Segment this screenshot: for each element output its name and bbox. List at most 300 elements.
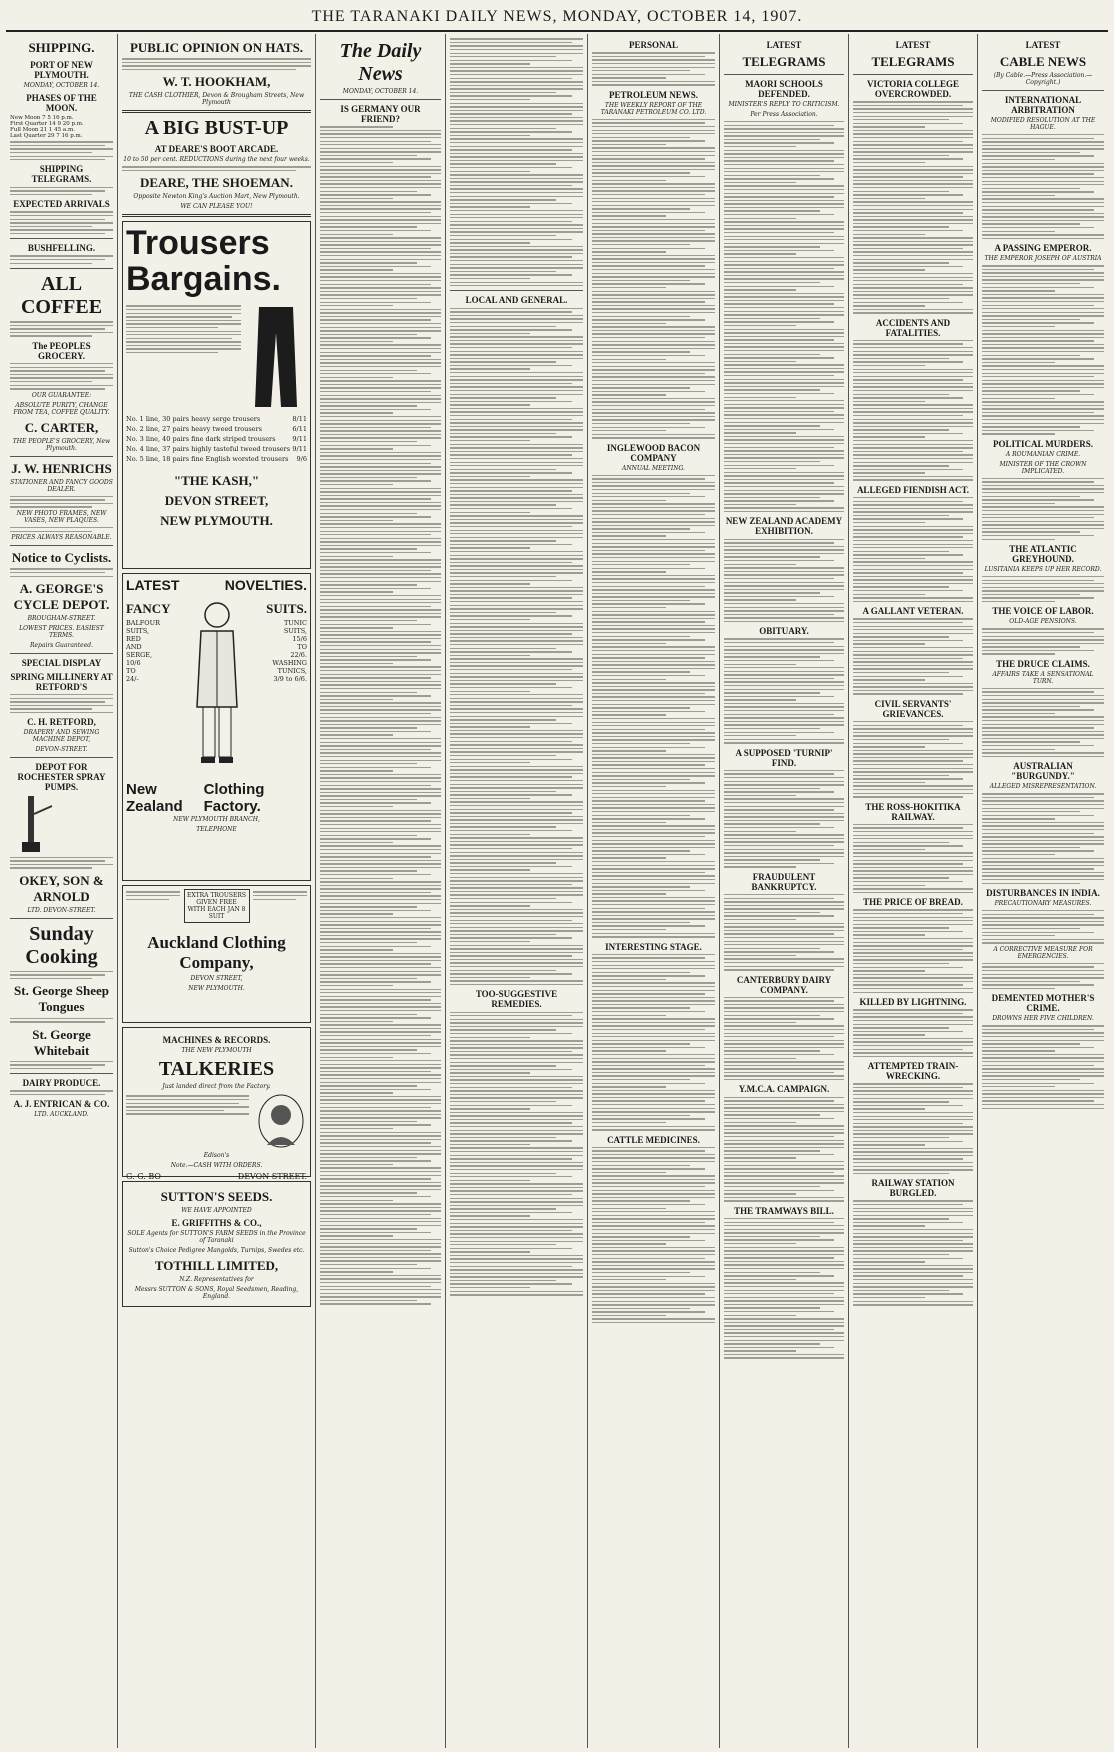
text-line — [982, 152, 1080, 153]
telegrams-heading: TELEGRAMS — [871, 54, 955, 69]
druce-text — [982, 688, 1104, 757]
text-line — [320, 584, 417, 585]
editorial-title: The Daily News — [339, 40, 422, 85]
text-line — [982, 636, 1104, 637]
text-line — [450, 941, 530, 942]
moon-row: Last Quarter 29 7 16 p.m. — [10, 133, 83, 139]
text-line — [853, 187, 973, 188]
text-line — [320, 1082, 441, 1083]
text-line — [853, 576, 973, 577]
text-line — [320, 1293, 441, 1294]
text-line — [450, 217, 583, 218]
text-line — [982, 850, 1094, 851]
text-line — [450, 945, 583, 946]
text-line — [450, 1233, 583, 1234]
text-line — [592, 990, 715, 991]
text-line — [320, 1178, 431, 1179]
text-line — [853, 1258, 963, 1259]
text-line — [320, 956, 441, 957]
text-line — [320, 466, 441, 467]
text-line — [982, 1061, 1104, 1062]
text-line — [853, 1083, 973, 1084]
text-line — [724, 225, 844, 226]
text-line — [450, 1108, 530, 1109]
text-line — [592, 67, 715, 68]
text-line — [982, 227, 1094, 228]
text-line — [853, 732, 973, 733]
prices-reasonable: PRICES ALWAYS REASONABLE. — [11, 534, 112, 542]
text-line — [853, 426, 973, 427]
text-line — [853, 444, 973, 445]
text-line — [853, 554, 963, 555]
text-line — [592, 194, 705, 195]
text-line — [320, 985, 393, 986]
text-line — [853, 404, 973, 405]
text-line — [724, 784, 844, 785]
text-line — [853, 526, 973, 527]
special-display: SPECIAL DISPLAY — [21, 657, 102, 668]
text-line — [853, 601, 973, 602]
text-line — [592, 1061, 715, 1062]
text-line — [592, 768, 715, 769]
text-line — [853, 547, 973, 548]
text-line — [724, 497, 820, 498]
and-label: AND — [126, 643, 142, 652]
text-line — [320, 863, 441, 864]
text-line — [724, 368, 844, 369]
extra-trousers-box: EXTRA TROUSERS GIVEN FREE WITH EACH JAN 8 SUIT — [184, 889, 250, 923]
text-line — [320, 967, 441, 968]
text-line — [982, 699, 1104, 700]
text-line — [320, 570, 431, 571]
text-line — [450, 88, 583, 89]
text-line — [724, 919, 796, 920]
text-line — [724, 901, 844, 902]
text-line — [853, 462, 973, 463]
text-line — [450, 1137, 556, 1138]
text-line — [450, 308, 583, 309]
text-line — [724, 1286, 844, 1287]
text-line — [724, 1097, 844, 1098]
text-line — [982, 488, 1104, 489]
personal-text — [592, 52, 715, 86]
text-line — [320, 309, 441, 310]
text-line — [592, 1161, 715, 1162]
text-line — [320, 731, 431, 732]
text-line — [853, 312, 973, 313]
text-line — [853, 1208, 973, 1209]
text-line — [724, 1068, 844, 1069]
text-line — [982, 163, 1104, 164]
text-line — [450, 1180, 530, 1181]
text-line — [592, 611, 715, 612]
text-line — [450, 85, 583, 86]
text-line — [592, 369, 715, 370]
text-line — [724, 798, 844, 799]
romanian-sub: A ROUMANIAN CRIME. — [1005, 450, 1081, 458]
text-line — [320, 198, 393, 199]
text-line — [450, 916, 583, 917]
text-line — [853, 347, 973, 348]
text-line — [724, 1186, 820, 1187]
text-line — [853, 133, 973, 134]
text-line — [592, 1258, 705, 1259]
text-line — [724, 724, 844, 725]
price-value: 9/11 — [292, 435, 307, 444]
text-line — [853, 386, 973, 387]
text-line — [592, 1222, 705, 1223]
text-line — [450, 224, 583, 225]
text-line — [853, 379, 963, 380]
talkeries-sub: Just landed direct from the Factory. — [162, 1083, 271, 1091]
text-line — [592, 258, 715, 259]
text-line — [592, 158, 705, 159]
brougham-street: BROUGHAM-STREET. — [27, 614, 96, 622]
text-line — [982, 496, 1080, 497]
text-line — [450, 185, 572, 186]
text-line — [982, 373, 1104, 374]
guarantee: OUR GUARANTEE: — [31, 391, 92, 399]
text-line — [592, 693, 705, 694]
text-line — [724, 802, 844, 803]
text-line — [724, 664, 796, 665]
text-line — [853, 942, 973, 943]
text-line — [853, 1279, 973, 1280]
text-line — [724, 1247, 844, 1248]
text-line — [982, 808, 1104, 809]
text-line — [450, 386, 583, 387]
text-line — [450, 809, 583, 810]
text-line — [450, 390, 583, 391]
text-line — [724, 1232, 844, 1233]
entrican-sub: LTD. AUCKLAND. — [34, 1111, 89, 1119]
text-line — [592, 1075, 715, 1076]
text-line — [853, 583, 973, 584]
text-line — [724, 781, 844, 782]
text-line — [724, 125, 834, 126]
text-line — [853, 1229, 973, 1230]
text-line — [724, 307, 844, 308]
text-line — [592, 979, 666, 980]
text-line — [592, 729, 705, 730]
text-line — [724, 1050, 820, 1051]
text-line — [592, 507, 715, 508]
text-line — [853, 1297, 925, 1298]
tothill-sub: N.Z. Representatives for — [179, 1276, 254, 1284]
text-line — [320, 1046, 441, 1047]
text-line — [450, 909, 583, 910]
text-line — [724, 171, 844, 172]
text-line — [320, 516, 431, 517]
text-line — [724, 710, 844, 711]
text-line — [724, 1254, 844, 1255]
text-line — [450, 347, 572, 348]
text-line — [853, 633, 973, 634]
text-line — [853, 1101, 949, 1102]
text-line — [853, 1290, 949, 1291]
text-line — [450, 834, 530, 835]
text-line — [320, 230, 431, 231]
novelties-label: NOVELTIES. — [224, 577, 307, 594]
text-line — [450, 333, 530, 334]
text-line — [450, 239, 572, 240]
text-line — [592, 1093, 715, 1094]
text-line — [592, 811, 715, 812]
text-line — [724, 1311, 834, 1312]
train-heading: ATTEMPTED TRAIN-WRECKING. — [867, 1061, 959, 1082]
text-line — [450, 912, 583, 913]
text-line — [450, 1215, 530, 1216]
text-line — [592, 510, 715, 511]
text-line — [724, 461, 820, 462]
text-line — [320, 996, 441, 997]
text-line — [724, 1340, 844, 1341]
text-line — [853, 626, 973, 627]
text-line — [320, 953, 441, 954]
text-line — [592, 886, 690, 887]
text-line — [853, 1112, 973, 1113]
text-line — [592, 543, 715, 544]
text-line — [853, 365, 925, 366]
text-line — [592, 348, 715, 349]
text-line — [320, 1189, 441, 1190]
text-line — [320, 1182, 441, 1183]
labor-heading: THE VOICE OF LABOR. — [992, 606, 1094, 617]
station-text — [853, 1200, 973, 1305]
text-line — [320, 169, 441, 170]
text-line — [982, 716, 1104, 717]
text-line — [592, 832, 715, 833]
canterbury-text — [724, 997, 844, 1081]
text-line — [592, 528, 690, 529]
text-line — [450, 966, 583, 967]
text-line — [450, 372, 583, 373]
text-line — [320, 1275, 441, 1276]
text-line — [724, 268, 834, 269]
text-line — [853, 654, 973, 655]
india-heading: DISTURBANCES IN INDIA. — [986, 888, 1100, 899]
text-line — [982, 727, 1094, 728]
burgundy-heading: AUSTRALIAN "BURGUNDY." — [1011, 761, 1075, 782]
text-line — [450, 397, 556, 398]
text-line — [853, 963, 949, 964]
text-line — [982, 734, 1104, 735]
text-line — [450, 1062, 583, 1063]
text-line — [853, 735, 973, 736]
text-line — [592, 308, 715, 309]
text-line — [853, 1211, 973, 1212]
text-line — [982, 653, 1055, 654]
text-line — [450, 53, 583, 54]
text-line — [320, 1103, 441, 1104]
text-line — [320, 835, 417, 836]
deare-name: DEARE, THE SHOEMAN. — [140, 175, 293, 191]
text-line — [320, 330, 441, 331]
text-line — [320, 992, 441, 993]
text-line — [982, 745, 1094, 746]
text-line — [724, 1350, 796, 1351]
text-line — [320, 380, 441, 381]
text-line — [592, 1283, 715, 1284]
text-line — [853, 201, 973, 202]
newspaper-page — [6, 4, 1108, 1748]
text-line — [724, 1243, 796, 1244]
text-line — [853, 1261, 925, 1262]
text-line — [320, 1035, 431, 1036]
text-line — [320, 999, 431, 1000]
text-line — [320, 713, 431, 714]
druce-heading: THE DRUCE CLAIMS. — [996, 658, 1090, 669]
text-line — [320, 491, 441, 492]
text-line — [320, 398, 441, 399]
text-line — [853, 842, 949, 843]
text-line — [982, 756, 1104, 757]
suttons-seeds-ad — [122, 1181, 311, 1307]
text-line — [853, 934, 925, 935]
text-line — [853, 1283, 973, 1284]
okey-sub: LTD. DEVON-STREET. — [27, 906, 96, 914]
text-line — [592, 1304, 715, 1305]
text-line — [853, 949, 963, 950]
text-line — [320, 1114, 441, 1115]
text-line — [724, 350, 844, 351]
text-line — [982, 939, 1104, 940]
text-line — [592, 63, 715, 64]
text-line — [853, 1130, 973, 1131]
text-line — [592, 373, 705, 374]
text-line — [724, 1004, 844, 1005]
text-line — [320, 1192, 417, 1193]
text-line — [450, 340, 583, 341]
text-line — [320, 420, 441, 421]
text-line — [724, 777, 844, 778]
text-line — [320, 706, 441, 707]
text-line — [853, 1126, 973, 1127]
text-line — [592, 405, 715, 406]
text-line — [982, 702, 1104, 703]
text-line — [320, 541, 441, 542]
text-line — [450, 56, 556, 57]
text-line — [853, 661, 973, 662]
text-line — [592, 632, 715, 633]
text-line — [982, 517, 1094, 518]
text-line — [450, 78, 572, 79]
text-line — [592, 736, 715, 737]
text-line — [320, 1150, 441, 1151]
text-line — [592, 840, 715, 841]
text-line — [724, 1132, 844, 1133]
text-line — [724, 823, 820, 824]
text-line — [320, 502, 441, 503]
text-line — [320, 384, 441, 385]
text-line — [853, 166, 973, 167]
text-line — [450, 1090, 583, 1091]
to-label: TO — [126, 667, 136, 676]
text-line — [853, 112, 973, 113]
text-line — [982, 195, 1055, 196]
text-line — [592, 815, 690, 816]
text-line — [450, 855, 583, 856]
text-line — [853, 775, 949, 776]
text-line — [724, 908, 844, 909]
text-line — [450, 859, 583, 860]
academy-text — [724, 539, 844, 623]
text-line — [592, 212, 705, 213]
text-line — [450, 368, 530, 369]
text-line — [724, 816, 844, 817]
text-line — [724, 146, 796, 147]
text-line — [320, 341, 393, 342]
text-line — [320, 208, 441, 209]
text-line — [592, 1129, 715, 1130]
text-line — [320, 595, 441, 596]
text-line — [320, 1017, 431, 1018]
text-line — [724, 678, 834, 679]
text-line — [592, 437, 715, 438]
text-line — [592, 126, 715, 127]
text-line — [592, 137, 690, 138]
text-line — [450, 655, 530, 656]
text-line — [982, 514, 1104, 515]
text-line — [853, 1200, 973, 1201]
text-line — [982, 333, 1104, 334]
text-line — [982, 587, 1104, 588]
text-line — [592, 119, 715, 120]
george-depot: A. GEORGE'S CYCLE DEPOT. — [13, 580, 110, 612]
text-line — [853, 251, 973, 252]
text-line — [853, 594, 925, 595]
text-line — [982, 369, 1104, 370]
text-line — [853, 126, 925, 127]
text-line — [724, 653, 844, 654]
text-line — [320, 788, 441, 789]
text-line — [320, 1135, 441, 1136]
text-line — [592, 603, 705, 604]
petroleum-heading: PETROLEUM NEWS. — [608, 89, 698, 100]
text-line — [853, 690, 973, 691]
emperor-sub: THE EMPEROR JOSEPH OF AUSTRIA — [984, 255, 1102, 263]
text-line — [982, 1093, 1104, 1094]
text-line — [320, 745, 441, 746]
text-line — [724, 296, 844, 297]
washing-price: 3/9 to 6/6. — [273, 675, 307, 684]
text-line — [450, 260, 583, 261]
text-line — [982, 590, 1104, 591]
text-line — [853, 216, 973, 217]
text-line — [724, 425, 820, 426]
text-line — [320, 155, 417, 156]
text-line — [450, 830, 572, 831]
millinery-heading: SPRING MILLINERY AT RETFORD'S — [10, 671, 113, 692]
text-line — [320, 616, 441, 617]
text-line — [853, 870, 973, 871]
text-line — [853, 988, 973, 989]
text-line — [320, 327, 441, 328]
tramways-text — [724, 1218, 844, 1359]
text-line — [450, 447, 583, 448]
text-line — [320, 1264, 417, 1265]
text-line — [592, 754, 715, 755]
text-line — [320, 1289, 441, 1290]
text-line — [982, 731, 1104, 732]
text-line — [592, 1154, 715, 1155]
text-line — [724, 1332, 844, 1333]
text-line — [592, 875, 715, 876]
text-line — [450, 1212, 572, 1213]
text-line — [450, 537, 583, 538]
text-line — [592, 291, 715, 292]
text-line — [450, 716, 583, 717]
